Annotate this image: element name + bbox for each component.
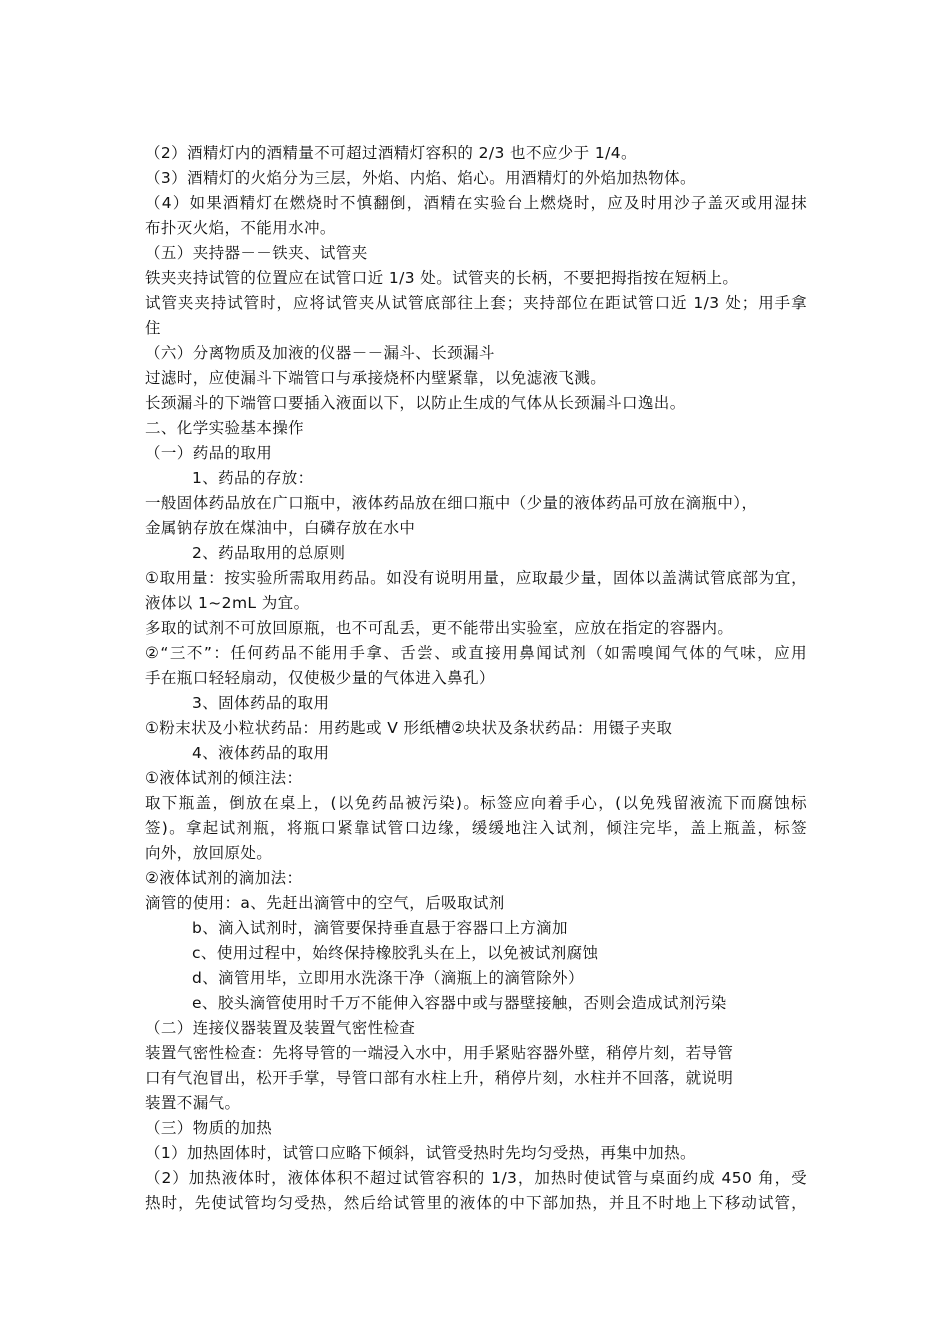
- text-line: ①粉末状及小粒状药品：用药匙或 V 形纸槽②块状及条状药品：用镊子夹取: [145, 719, 673, 737]
- subsection-heading: 3、固体药品的取用: [192, 694, 330, 712]
- text-line: 口有气泡冒出，松开手掌，导管口部有水柱上升，稍停片刻，水柱并不回落，就说明: [145, 1069, 734, 1087]
- text-line: b、滴入试剂时，滴管要保持垂直悬于容器口上方滴加: [192, 919, 568, 937]
- text-line: ①液体试剂的倾注法：: [145, 769, 303, 787]
- section-heading: （二）连接仪器装置及装置气密性检查: [145, 1019, 416, 1037]
- text-line: 住: [145, 319, 161, 337]
- chapter-heading: 二、化学实验基本操作: [145, 419, 305, 437]
- text-line: 长颈漏斗的下端管口要插入液面以下，以防止生成的气体从长颈漏斗口逸出。: [145, 394, 686, 412]
- text-line: 签)。拿起试剂瓶，将瓶口紧靠试管口边缘，缓缓地注入试剂，倾注完毕，盖上瓶盖，标签: [145, 819, 807, 837]
- section-heading: （六）分离物质及加液的仪器－－漏斗、长颈漏斗: [145, 344, 495, 362]
- text-line: 一般固体药品放在广口瓶中，液体药品放在细口瓶中（少量的液体药品可放在滴瓶中），: [145, 494, 758, 512]
- text-line: ②“三不”：任何药品不能用手拿、舌尝、或直接用鼻闻试剂（如需嗅闻气体的气味，应用: [145, 644, 807, 662]
- text-line: 液体以 1~2mL 为宜。: [145, 594, 310, 612]
- text-line: 金属钠存放在煤油中，白磷存放在水中: [145, 519, 416, 537]
- text-line: 热时，先使试管均匀受热，然后给试管里的液体的中下部加热，并且不时地上下移动试管，: [145, 1194, 807, 1212]
- text-line: （4）如果酒精灯在燃烧时不慎翻倒，酒精在实验台上燃烧时，应及时用沙子盖灭或用湿抹: [145, 194, 807, 212]
- text-line: 手在瓶口轻轻扇动，仅使极少量的气体进入鼻孔）: [145, 669, 495, 687]
- text-line: c、使用过程中，始终保持橡胶乳头在上，以免被试剂腐蚀: [192, 944, 599, 962]
- text-line: 取下瓶盖，倒放在桌上，(以免药品被污染)。标签应向着手心，(以免残留液流下而腐蚀标: [145, 794, 807, 812]
- text-line: d、滴管用毕，立即用水洗涤干净（滴瓶上的滴管除外）: [192, 969, 584, 987]
- subsection-heading: 1、药品的存放：: [192, 469, 314, 487]
- text-line: 滴管的使用：a、先赶出滴管中的空气，后吸取试剂: [145, 894, 505, 912]
- text-line: 过滤时，应使漏斗下端管口与承接烧杯内壁紧靠，以免滤液飞溅。: [145, 369, 607, 387]
- text-line: （1）加热固体时，试管口应略下倾斜，试管受热时先均匀受热，再集中加热。: [145, 1144, 696, 1162]
- text-line: ②液体试剂的滴加法：: [145, 869, 303, 887]
- text-line: 装置气密性检查：先将导管的一端浸入水中，用手紧贴容器外壁，稍停片刻，若导管: [145, 1044, 734, 1062]
- subsection-heading: 2、药品取用的总原则: [192, 544, 346, 562]
- text-line: e、胶头滴管使用时千万不能伸入容器中或与器壁接触，否则会造成试剂污染: [192, 994, 727, 1012]
- text-line: 试管夹夹持试管时，应将试管夹从试管底部往上套；夹持部位在距试管口近 1/3 处；用手拿: [145, 294, 807, 312]
- text-line: 布扑灭火焰，不能用水冲。: [145, 219, 336, 237]
- text-line: 装置不漏气。: [145, 1094, 241, 1112]
- text-line: ①取用量：按实验所需取用药品。如没有说明用量，应取最少量，固体以盖满试管底部为宜，: [145, 569, 807, 587]
- subsection-heading: 4、液体药品的取用: [192, 744, 330, 762]
- text-line: （2）加热液体时，液体体积不超过试管容积的 1/3，加热时使试管与桌面约成 450 角，受: [145, 1169, 807, 1187]
- section-heading: （一）药品的取用: [145, 444, 273, 462]
- text-line: 铁夹夹持试管的位置应在试管口近 1/3 处。试管夹的长柄，不要把拇指按在短柄上。: [145, 269, 739, 287]
- text-line: 向外，放回原处。: [145, 844, 273, 862]
- text-line: 多取的试剂不可放回原瓶，也不可乱丢，更不能带出实验室，应放在指定的容器内。: [145, 619, 734, 637]
- text-line: （3）酒精灯的火焰分为三层，外焰、内焰、焰心。用酒精灯的外焰加热物体。: [145, 169, 696, 187]
- text-line: （2）酒精灯内的酒精量不可超过酒精灯容积的 2/3 也不应少于 1/4。: [145, 144, 637, 162]
- section-heading: （五）夹持器－－铁夹、试管夹: [145, 244, 368, 262]
- section-heading: （三）物质的加热: [145, 1119, 273, 1137]
